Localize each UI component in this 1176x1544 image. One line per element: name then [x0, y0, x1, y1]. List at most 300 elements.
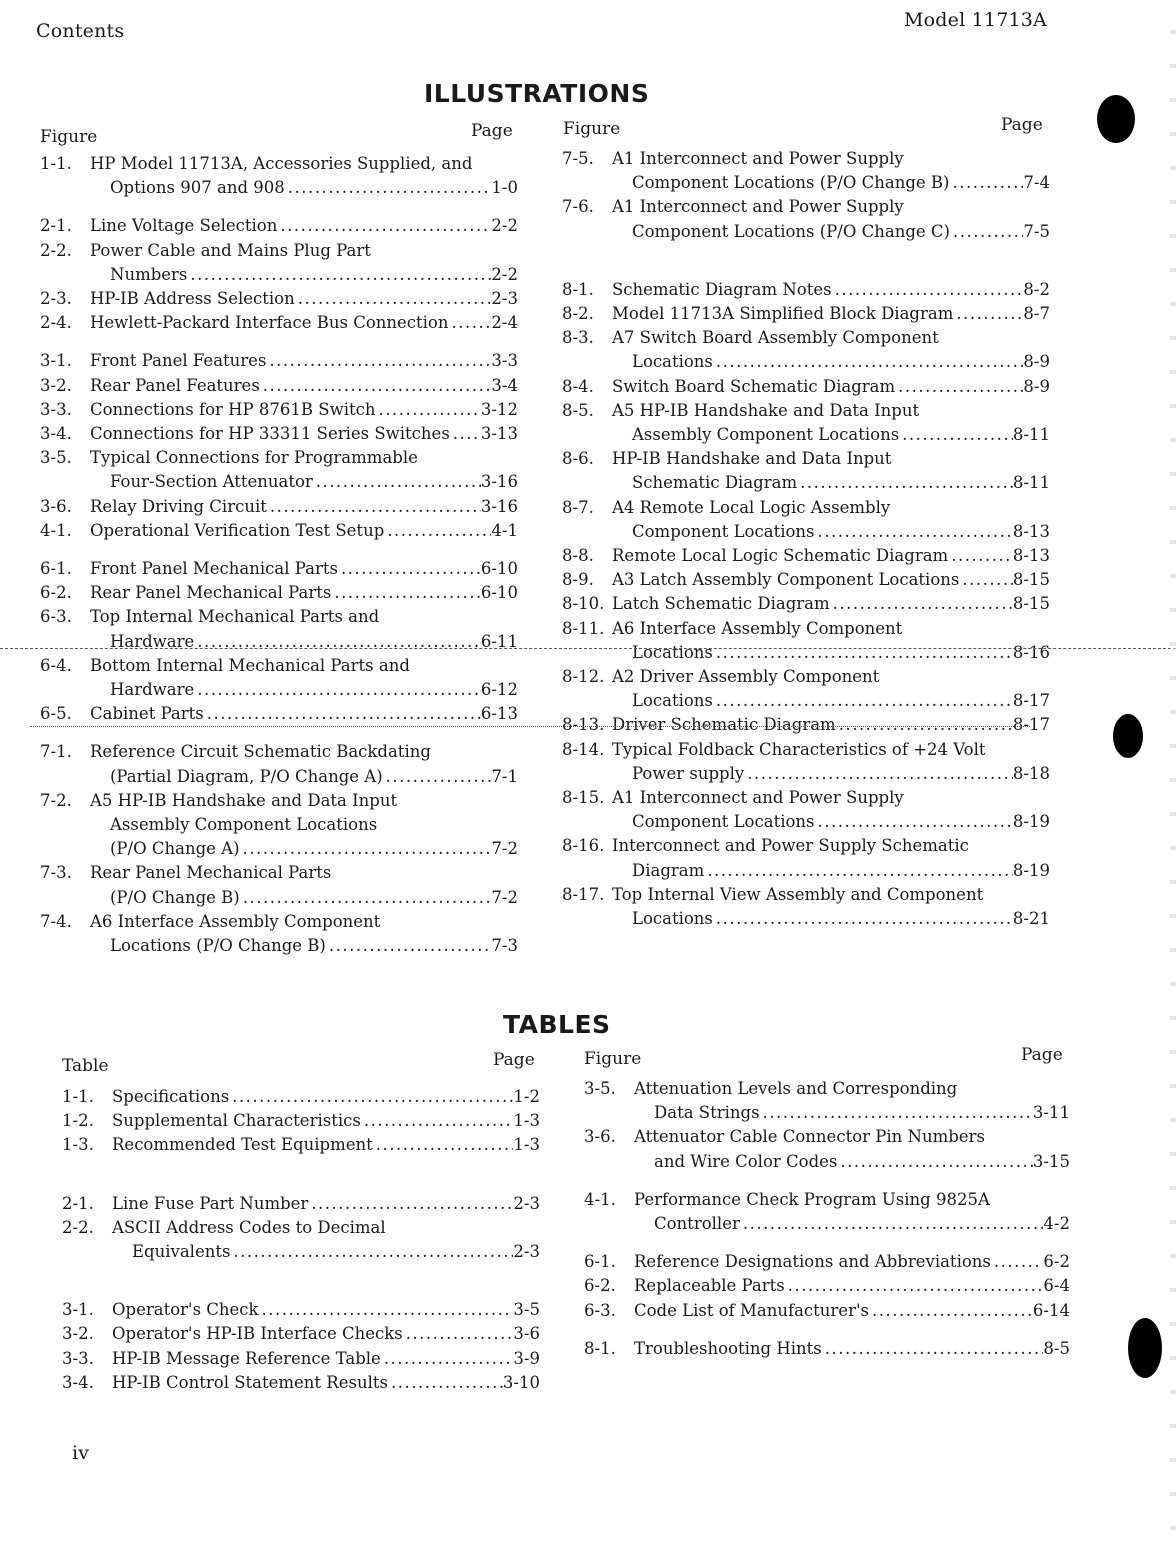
toc-entry-page: 3-16 — [480, 472, 518, 492]
toc-entry-number: 2-2. — [40, 240, 72, 260]
dot-leader — [375, 398, 480, 422]
toc-entry-page: 6-4 — [1043, 1276, 1070, 1296]
dot-leader — [277, 214, 491, 238]
illustrations-right-page-label: Page — [1001, 115, 1043, 135]
toc-entry — [562, 786, 1050, 834]
toc-entry — [40, 654, 518, 702]
toc-entry-number: 3-5. — [584, 1079, 616, 1098]
dot-leader — [953, 302, 1023, 326]
toc-entry-title: HP Model 11713A, Accessories Supplied, and — [90, 154, 473, 173]
toc-entry-page: 8-17 — [1012, 715, 1050, 735]
dot-leader — [403, 1322, 514, 1346]
dot-leader — [326, 934, 492, 958]
toc-entry-page: 8-15 — [1012, 594, 1050, 614]
toc-entry-number: 6-4. — [40, 655, 72, 675]
dot-leader — [785, 1274, 1044, 1298]
toc-entry — [562, 544, 1050, 568]
toc-entry-title: Numbers — [110, 264, 188, 284]
toc-entry-number: 8-17. — [562, 884, 605, 904]
page-edge-shadow — [1170, 0, 1176, 1544]
toc-entry-title: Operational Verification Test Setup — [90, 520, 385, 540]
toc-entry-title: Top Internal View Assembly and Component — [612, 884, 984, 904]
dot-leader — [704, 859, 1013, 883]
dot-leader — [832, 278, 1024, 302]
toc-entry-title: Schematic Diagram Notes — [612, 279, 832, 299]
toc-entry-page: 2-3 — [513, 1242, 540, 1262]
toc-entry-number: 1-3. — [62, 1135, 94, 1155]
toc-entry-title: A5 HP-IB Handshake and Data Input — [612, 400, 920, 420]
toc-entry-title: A6 Interface Assembly Component — [90, 911, 381, 931]
toc-entry-number: 8-5. — [562, 400, 594, 420]
toc-entry-number: 6-2. — [40, 583, 72, 603]
toc-entry-page: 6-12 — [480, 680, 518, 700]
toc-entry-number: 6-3. — [584, 1300, 616, 1320]
toc-entry-number: 7-3. — [40, 863, 72, 883]
dot-leader — [240, 886, 492, 910]
toc-entry-number: 3-6. — [584, 1127, 616, 1147]
toc-entry-title: A3 Latch Assembly Component Locations — [612, 570, 960, 590]
toc-entry-title: Performance Check Program Using 9825A — [634, 1189, 990, 1209]
toc-entry — [40, 605, 518, 653]
toc-entry-number: 6-1. — [584, 1252, 616, 1272]
toc-entry — [40, 446, 518, 494]
toc-entry-title: Reference Circuit Schematic Backdating — [90, 742, 431, 762]
toc-entry-number: 7-2. — [40, 790, 72, 810]
toc-entry-title: Locations — [632, 352, 713, 372]
dot-leader — [895, 375, 1023, 399]
dot-leader — [713, 907, 1013, 931]
toc-entry-title: Relay Driving Circuit — [90, 496, 267, 516]
illustrations-left-col-label: Figure — [40, 127, 98, 147]
dot-leader — [266, 349, 491, 373]
dot-leader — [361, 1109, 514, 1133]
toc-entry-page: 3-13 — [480, 424, 518, 444]
dot-leader — [713, 641, 1013, 665]
toc-entry-title: Supplemental Characteristics — [112, 1111, 361, 1131]
toc-entry — [562, 399, 1050, 447]
toc-entry — [40, 557, 518, 581]
toc-entry — [62, 1192, 540, 1216]
toc-entry-number: 3-2. — [40, 375, 72, 395]
dot-leader — [384, 519, 491, 543]
dot-leader — [194, 678, 481, 702]
toc-entry-title: Locations — [632, 691, 713, 711]
toc-entry-title: Driver Schematic Diagram — [612, 715, 836, 735]
toc-entry-page: 1-2 — [513, 1087, 540, 1106]
toc-entry-number: 8-13. — [562, 715, 605, 735]
toc-entry-title: Four-Section Attenuator — [110, 472, 313, 492]
toc-entry-title: HP-IB Control Statement Results — [112, 1372, 388, 1392]
toc-entry-title: (P/O Change B) — [110, 887, 240, 907]
toc-entry — [40, 422, 518, 446]
toc-entry-page: 6-11 — [480, 631, 518, 651]
toc-entry-title: Controller — [654, 1214, 740, 1234]
toc-entry-page: 6-2 — [1043, 1252, 1070, 1272]
toc-entry-title: Options 907 and 908 — [110, 178, 285, 198]
toc-entry-page: 3-6 — [513, 1324, 540, 1344]
toc-entry-number: 1-1. — [40, 154, 72, 173]
toc-entry — [40, 581, 518, 605]
toc-entry-number: 3-3. — [40, 399, 72, 419]
dot-leader — [949, 171, 1023, 195]
toc-entry-number: 3-1. — [40, 351, 72, 371]
toc-entry — [562, 278, 1050, 302]
header-model-label: Model 11713A — [904, 9, 1047, 31]
toc-entry — [584, 1188, 1070, 1236]
toc-entry — [562, 147, 1050, 195]
toc-entry-title: Cabinet Parts — [90, 704, 204, 724]
toc-entry-page: 8-11 — [1012, 425, 1050, 445]
toc-entry-page: 2-3 — [513, 1193, 540, 1213]
dot-leader — [383, 765, 492, 789]
tables-left-col-label: Table — [62, 1056, 109, 1076]
toc-entry-number: 3-4. — [62, 1372, 94, 1392]
toc-entry-title: Front Panel Features — [90, 351, 267, 371]
toc-entry-title: Switch Board Schematic Diagram — [612, 376, 896, 396]
toc-entry-number: 2-4. — [40, 313, 72, 333]
toc-entry-page: 3-4 — [491, 375, 518, 395]
dot-leader — [204, 702, 481, 726]
toc-entry-page: 2-3 — [491, 289, 518, 309]
toc-entry-page: 8-13 — [1012, 521, 1050, 541]
header-section-label: Contents — [36, 20, 125, 42]
toc-entry-title: HP-IB Address Selection — [90, 289, 295, 309]
toc-entry-page: 3-16 — [480, 496, 518, 516]
toc-entry-number: 8-11. — [562, 618, 605, 638]
toc-entry-page: 7-1 — [491, 766, 518, 786]
toc-entry — [584, 1250, 1070, 1274]
toc-entry-title: Connections for HP 8761B Switch — [90, 399, 376, 419]
toc-entry-page: 3-5 — [513, 1300, 540, 1320]
dot-leader — [837, 1150, 1033, 1174]
toc-entry-title: Top Internal Mechanical Parts and — [90, 607, 380, 627]
dot-leader — [373, 1133, 514, 1157]
toc-entry — [40, 861, 518, 909]
toc-entry — [562, 617, 1050, 665]
toc-entry-page: 8-18 — [1012, 763, 1050, 783]
toc-entry-number: 8-9. — [562, 570, 594, 590]
toc-entry-title: A5 HP-IB Handshake and Data Input — [90, 790, 398, 810]
dot-leader — [267, 495, 481, 519]
toc-entry — [40, 349, 518, 373]
toc-entry-title: A2 Driver Assembly Component — [612, 667, 880, 687]
toc-entry — [562, 883, 1050, 931]
toc-entry-page: 1-3 — [513, 1111, 540, 1131]
toc-entry — [62, 1322, 540, 1346]
toc-entry — [562, 568, 1050, 592]
toc-entry-number: 2-3. — [40, 289, 72, 309]
dot-leader — [450, 422, 481, 446]
toc-entry-title: Line Voltage Selection — [90, 216, 278, 236]
toc-entry — [62, 1133, 540, 1157]
illustrations-right-list — [562, 147, 1050, 931]
tables-right-list — [584, 1077, 1070, 1361]
toc-entry-page: 8-15 — [1012, 570, 1050, 590]
toc-entry-page: 8-19 — [1012, 812, 1050, 832]
toc-entry-page: 7-2 — [491, 887, 518, 907]
toc-entry-title: Troubleshooting Hints — [634, 1338, 822, 1358]
dot-leader — [760, 1101, 1033, 1125]
toc-entry-page: 7-2 — [491, 839, 518, 859]
toc-entry — [562, 834, 1050, 882]
illustrations-left-page-label: Page — [471, 121, 513, 141]
toc-entry-title: (P/O Change A) — [110, 839, 240, 859]
toc-entry-page: 8-9 — [1023, 376, 1050, 396]
scan-crease-line — [0, 648, 1176, 649]
toc-entry-title: Replaceable Parts — [634, 1276, 785, 1296]
toc-entry-title: Locations — [632, 642, 713, 662]
dot-leader — [240, 837, 492, 861]
toc-entry-page: 8-21 — [1012, 909, 1050, 929]
toc-entry-number: 3-1. — [62, 1300, 94, 1320]
toc-entry-number: 8-4. — [562, 376, 594, 396]
toc-entry-page: 4-2 — [1043, 1214, 1070, 1234]
toc-entry — [62, 1371, 540, 1395]
dot-leader — [744, 762, 1013, 786]
toc-entry-title: Rear Panel Mechanical Parts — [90, 583, 332, 603]
dot-leader — [285, 176, 492, 200]
toc-entry — [62, 1298, 540, 1322]
toc-entry-page: 3-15 — [1032, 1151, 1070, 1171]
toc-entry-title: Assembly Component Locations — [110, 815, 378, 835]
toc-entry-page: 8-7 — [1023, 304, 1050, 324]
toc-entry-number: 3-4. — [40, 424, 72, 444]
toc-entry-page: 3-11 — [1032, 1103, 1070, 1123]
toc-entry-title: Typical Connections for Programmable — [90, 448, 418, 468]
dot-leader — [740, 1212, 1044, 1236]
illustrations-title: ILLUSTRATIONS — [424, 79, 650, 108]
toc-entry-number: 4-1. — [40, 520, 72, 540]
toc-entry-number: 6-3. — [40, 607, 72, 627]
toc-entry-number: 8-8. — [562, 546, 594, 566]
toc-entry-number: 7-1. — [40, 742, 72, 762]
toc-entry-number: 8-3. — [562, 328, 594, 348]
toc-entry-page: 8-16 — [1012, 642, 1050, 662]
tables-left-list — [62, 1085, 540, 1395]
toc-entry-number: 1-1. — [62, 1087, 94, 1106]
dot-leader — [899, 423, 1013, 447]
illustrations-right-col-label: Figure — [563, 119, 621, 139]
tables-right-page-label: Page — [1021, 1045, 1063, 1065]
toc-entry-title: Reference Designations and Abbreviations — [634, 1252, 991, 1272]
dot-leader — [187, 263, 491, 287]
toc-entry — [562, 496, 1050, 544]
dot-leader — [194, 630, 481, 654]
toc-entry-title: Locations — [632, 909, 713, 929]
toc-entry — [62, 1085, 540, 1109]
toc-entry-title: Diagram — [632, 860, 705, 880]
tables-title: TABLES — [503, 1010, 611, 1039]
toc-entry — [584, 1299, 1070, 1323]
toc-entry — [562, 326, 1050, 374]
toc-entry-number: 8-15. — [562, 788, 605, 808]
toc-entry-title: ASCII Address Codes to Decimal — [112, 1217, 386, 1237]
toc-entry — [584, 1274, 1070, 1298]
toc-entry-page: 8-19 — [1012, 860, 1050, 880]
toc-entry-title: Equivalents — [132, 1242, 231, 1262]
illustrations-left-list — [40, 152, 518, 958]
toc-entry-title: Hewlett-Packard Interface Bus Connection — [90, 313, 449, 333]
toc-entry-page: 7-3 — [491, 936, 518, 956]
toc-entry — [40, 214, 518, 238]
toc-entry-number: 6-5. — [40, 704, 72, 724]
toc-entry — [584, 1077, 1070, 1125]
dot-leader — [229, 1085, 513, 1109]
dot-leader — [959, 568, 1013, 592]
dot-leader — [869, 1299, 1033, 1323]
scan-crease-line — [30, 726, 1030, 727]
toc-entry-title: A6 Interface Assembly Component — [612, 618, 903, 638]
dot-leader — [259, 1298, 514, 1322]
toc-entry-title: Rear Panel Features — [90, 375, 260, 395]
toc-entry-page: 1-0 — [491, 178, 518, 198]
toc-entry-title: Interconnect and Power Supply Schematic — [612, 836, 969, 856]
toc-entry-page: 2-2 — [491, 216, 518, 236]
dot-leader — [449, 311, 492, 335]
toc-entry-page: 6-13 — [480, 704, 518, 724]
toc-entry — [562, 375, 1050, 399]
toc-entry-page: 4-1 — [491, 520, 518, 540]
toc-entry-page: 8-17 — [1012, 691, 1050, 711]
dot-leader — [713, 689, 1013, 713]
dot-leader — [260, 374, 492, 398]
toc-entry-number: 7-4. — [40, 911, 72, 931]
toc-entry-title: HP-IB Message Reference Table — [112, 1348, 381, 1368]
toc-entry-title: Code List of Manufacturer's — [634, 1300, 869, 1320]
binder-hole-mark — [1128, 1318, 1162, 1378]
toc-entry — [40, 702, 518, 726]
toc-entry-title: Front Panel Mechanical Parts — [90, 559, 338, 579]
toc-entry — [40, 311, 518, 335]
dot-leader — [815, 810, 1013, 834]
toc-entry-number: 2-2. — [62, 1217, 94, 1237]
toc-entry-number: 1-2. — [62, 1111, 94, 1131]
toc-entry-page: 3-9 — [513, 1348, 540, 1368]
toc-entry-number: 2-1. — [62, 1193, 94, 1213]
toc-entry-number: 7-5. — [562, 149, 594, 168]
toc-entry-title: Bottom Internal Mechanical Parts and — [90, 655, 410, 675]
toc-entry — [40, 239, 518, 287]
toc-entry-title: A1 Interconnect and Power Supply — [612, 149, 904, 168]
toc-entry — [562, 592, 1050, 616]
toc-entry-title: and Wire Color Codes — [654, 1151, 838, 1171]
toc-entry-page: 3-12 — [480, 399, 518, 419]
dot-leader — [313, 470, 481, 494]
toc-entry-number: 3-5. — [40, 448, 72, 468]
toc-entry-title: Component Locations — [632, 521, 815, 541]
toc-entry — [40, 910, 518, 958]
toc-entry-page: 3-10 — [502, 1372, 540, 1392]
toc-entry-page: 8-13 — [1012, 546, 1050, 566]
dot-leader — [388, 1371, 503, 1395]
toc-entry — [562, 195, 1050, 243]
toc-entry-title: (Partial Diagram, P/O Change A) — [110, 766, 383, 786]
toc-entry-title: Attenuator Cable Connector Pin Numbers — [634, 1127, 985, 1147]
dot-leader — [338, 557, 481, 581]
dot-leader — [381, 1347, 514, 1371]
binder-hole-mark — [1113, 714, 1143, 758]
toc-entry-page: 2-4 — [491, 313, 518, 333]
toc-entry-page: 8-2 — [1023, 279, 1050, 299]
toc-entry-number: 8-10. — [562, 594, 605, 614]
toc-entry-page: 1-3 — [513, 1135, 540, 1155]
dot-leader — [295, 287, 492, 311]
toc-entry-number: 3-6. — [40, 496, 72, 516]
toc-entry — [40, 374, 518, 398]
toc-entry-number: 8-1. — [584, 1338, 616, 1358]
toc-entry — [40, 152, 518, 200]
toc-entry-number: 3-3. — [62, 1348, 94, 1368]
toc-entry-page: 6-10 — [480, 583, 518, 603]
toc-entry-title: A1 Interconnect and Power Supply — [612, 788, 904, 808]
toc-entry-title: Operator's Check — [112, 1300, 259, 1320]
toc-entry-page: 3-3 — [491, 351, 518, 371]
toc-entry — [62, 1216, 540, 1264]
toc-entry-title: Data Strings — [654, 1103, 760, 1123]
toc-entry-number: 8-12. — [562, 667, 605, 687]
toc-entry-number: 6-1. — [40, 559, 72, 579]
toc-entry — [562, 738, 1050, 786]
binder-hole-mark — [1097, 95, 1135, 143]
toc-entry — [562, 447, 1050, 495]
dot-leader — [331, 581, 481, 605]
toc-entry-title: A7 Switch Board Assembly Component — [612, 328, 939, 348]
toc-entry — [40, 740, 518, 788]
toc-entry-page: 6-14 — [1032, 1300, 1070, 1320]
toc-entry-title: Line Fuse Part Number — [112, 1193, 309, 1213]
toc-entry-title: Locations (P/O Change B) — [110, 936, 326, 956]
toc-entry-title: Specifications — [112, 1087, 230, 1106]
toc-entry — [40, 398, 518, 422]
toc-entry-number: 7-6. — [562, 197, 594, 217]
toc-entry-number: 8-2. — [562, 304, 594, 324]
toc-entry-number: 8-14. — [562, 739, 605, 759]
toc-entry-number: 6-2. — [584, 1276, 616, 1296]
tables-right-col-label: Figure — [584, 1049, 642, 1069]
toc-entry-number: 4-1. — [584, 1189, 616, 1209]
toc-entry-page: 7-5 — [1023, 221, 1050, 241]
dot-leader — [230, 1240, 513, 1264]
toc-entry-page: 8-11 — [1012, 473, 1050, 493]
toc-entry-title: Recommended Test Equipment — [112, 1135, 373, 1155]
toc-entry-title: A1 Interconnect and Power Supply — [612, 197, 904, 217]
toc-entry-number: 8-16. — [562, 836, 605, 856]
toc-entry-title: Hardware — [110, 680, 195, 700]
toc-entry-title: Component Locations — [632, 812, 815, 832]
toc-entry-title: Remote Local Logic Schematic Diagram — [612, 546, 949, 566]
toc-entry-title: Power supply — [632, 763, 745, 783]
toc-entry — [562, 302, 1050, 326]
toc-entry-page: 8-9 — [1023, 352, 1050, 372]
toc-entry-title: Power Cable and Mains Plug Part — [90, 240, 371, 260]
toc-entry-title: Latch Schematic Diagram — [612, 594, 830, 614]
toc-entry-page: 8-5 — [1043, 1338, 1070, 1358]
toc-entry — [62, 1109, 540, 1133]
toc-entry-title: Operator's HP-IB Interface Checks — [112, 1324, 403, 1344]
page-number: iv — [72, 1442, 90, 1464]
toc-entry-title: Attenuation Levels and Corresponding — [634, 1079, 958, 1098]
tables-left-page-label: Page — [493, 1050, 535, 1070]
toc-entry-title: Hardware — [110, 631, 195, 651]
toc-entry-number: 8-1. — [562, 279, 594, 299]
toc-entry-number: 3-2. — [62, 1324, 94, 1344]
dot-leader — [991, 1250, 1044, 1274]
toc-entry-title: Assembly Component Locations — [632, 425, 900, 445]
toc-entry — [40, 789, 518, 862]
toc-entry-number: 8-7. — [562, 497, 594, 517]
toc-entry-title: Component Locations (P/O Change C) — [632, 221, 950, 241]
dot-leader — [822, 1337, 1044, 1361]
